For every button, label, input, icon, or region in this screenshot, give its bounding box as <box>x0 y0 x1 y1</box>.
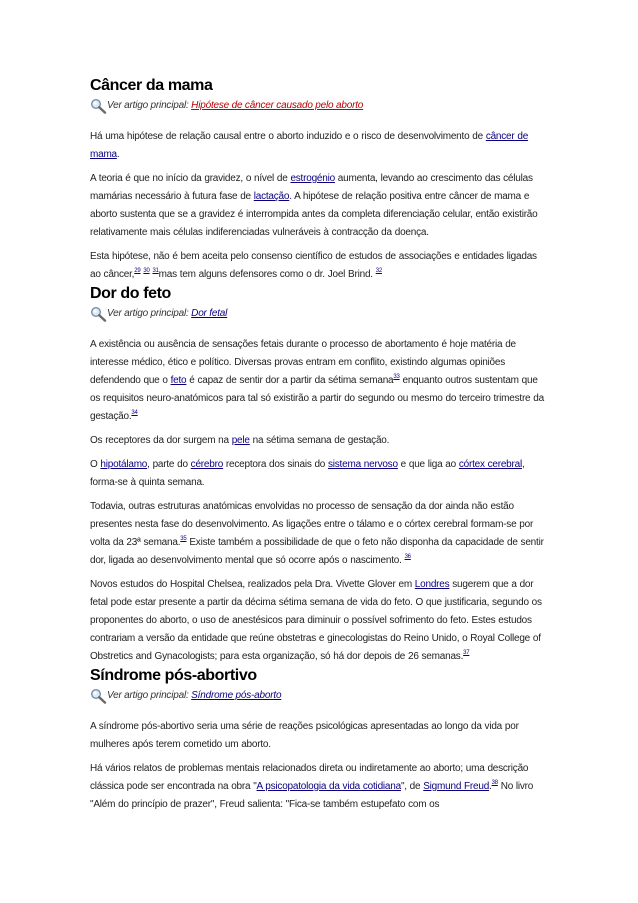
see-also-dor-feto: Ver artigo principal: Dor fetal <box>90 306 550 322</box>
link-estrogenio[interactable]: estrogénio <box>290 173 335 184</box>
paragraph: O hipotálamo, parte do cérebro receptora dos sinais do sistema nervoso e que liga ao córtex cerebral, forma-se à quinta semana. <box>90 459 525 488</box>
ref-29[interactable]: 29 <box>134 268 141 274</box>
ref-32[interactable]: 32 <box>375 268 382 274</box>
link-psicopatologia[interactable]: A psicopatologia da vida cotidiana <box>256 781 401 792</box>
section-title-sindrome-pos-abortivo: Síndrome pós-abortivo <box>90 667 257 684</box>
see-also-link-sindrome-pos-aborto[interactable]: Síndrome pós-aborto <box>191 690 282 701</box>
see-also-cancer-mama: Ver artigo principal: Hipótese de câncer causado pelo aborto <box>90 98 550 114</box>
paragraph: A síndrome pós-abortivo seria uma série de reações psicológicas apresentadas ao longo da vida por mulheres após terem cometido um aborto. <box>90 721 519 750</box>
link-cortex-cerebral[interactable]: córtex cerebral <box>458 459 522 470</box>
ref-34[interactable]: 34 <box>131 410 138 416</box>
link-pele[interactable]: pele <box>231 435 250 446</box>
magnifier-icon <box>90 688 108 704</box>
article-body <box>90 76 550 820</box>
paragraph: Há uma hipótese de relação causal entre o aborto induzido e o risco de desenvolvimento de câncer de mama. <box>90 131 529 160</box>
see-also-link-dor-fetal[interactable]: Dor fetal <box>191 308 228 319</box>
magnifier-icon <box>90 98 108 114</box>
see-also-link-hipotese-cancer[interactable]: Hipótese de câncer causado pelo aborto <box>191 100 364 111</box>
section-title-cancer-mama: Câncer da mama <box>90 77 213 94</box>
ref-33[interactable]: 33 <box>393 374 400 380</box>
section-title-dor-feto: Dor do feto <box>90 285 171 302</box>
link-lactacao[interactable]: lactação <box>253 191 290 202</box>
paragraph: A existência ou ausência de sensações fetais durante o processo de abortamento é hoje matéria de interesse médico, ético e político. Diversas provas entram em conflito, existindo algumas opiniões defendendo que o feto é capaz de sentir dor a partir da sétima semana$^{33}$ enquanto outros sustentam que os requisitos neuro-anatómicos para tal só existirão a partir do segundo ou mesmo do terceiro trimestre da gestação.$^{34}$ <box>90 339 544 422</box>
paragraph: Há vários relatos de problemas mentais relacionados direta ou indiretamente ao aborto; uma descrição clássica pode ser encontrada na obra "A psicopatologia da vida cotidiana", de Sigmund Freud.$^{38}$ No livro "Além do princípio de prazer", Freud salienta: "Fica-se também estupefato com os <box>90 763 534 810</box>
link-londres[interactable]: Londres <box>414 579 450 590</box>
link-sistema-nervoso[interactable]: sistema nervoso <box>328 459 398 470</box>
ref-38[interactable]: 38 <box>491 780 498 786</box>
link-cancer-mama[interactable]: câncer de mama <box>90 131 529 160</box>
link-feto[interactable]: feto <box>170 375 187 386</box>
ref-30[interactable]: 30 <box>143 268 150 274</box>
ref-37[interactable]: 37 <box>463 650 470 656</box>
see-also-sindrome: Ver artigo principal: Síndrome pós-aborto <box>90 688 550 704</box>
paragraph: Os receptores da dor surgem na pele na sétima semana de gestação. <box>90 435 390 446</box>
ref-36[interactable]: 36 <box>404 554 411 560</box>
link-sigmund-freud[interactable]: Sigmund Freud <box>423 781 490 792</box>
paragraph: Novos estudos do Hospital Chelsea, realizados pela Dra. Vivette Glover em Londres sugerem que a dor fetal pode estar presente a partir da décima sétima semana de vida do feto. O que justificaria, segundo os proponentes do aborto, o uso de anestésicos para diminuir o possível sofrimento do feto. Estes estudos contrariam a versão da entidade que reúne obstetras e ginecologistas do Reino Unido, o Royal College of Obstretics and Gynacologists; para esta organização, só há dor depois de 26 semanas.$^{37}$ <box>90 579 542 662</box>
ref-35[interactable]: 35 <box>180 536 187 542</box>
link-cerebro[interactable]: cérebro <box>190 459 224 470</box>
ref-31[interactable]: 31 <box>152 268 159 274</box>
paragraph: A teoria é que no início da gravidez, o nível de estrogénio aumenta, levando ao crescimento das células mamárias necessário à futura fase de lactação. A hipótese de relação positiva entre câncer de mama e aborto sustenta que se a gravidez é interrompida antes da completa diferenciação celular, então existirão relativamente mais células indiferenciadas vulneráveis à contracção da doença. <box>90 173 538 238</box>
paragraph: Esta hipótese, não é bem aceita pelo consenso científico de estudos de associações e entidades ligadas ao câncer,$^{29}$ $^{30}$ $^{31}$mas tem alguns defensores como o dr. Joel Brind. $^{32}$ <box>90 251 537 280</box>
link-hipotalamo[interactable]: hipotálamo <box>100 459 148 470</box>
paragraph: Todavia, outras estruturas anatómicas envolvidas no processo de sensação da dor ainda não estão presentes nesta fase do desenvolvimento. As ligações entre o tálamo e o córtex cerebral formam-se por volta da 23ª semana.$^{35}$ Existe também a possibilidade de que o feto não disponha da capacidade de sentir dor, ligada ao desenvolvimento mental que só ocorre após o nascimento. $^{36}$ <box>90 501 544 566</box>
magnifier-icon <box>90 306 108 322</box>
